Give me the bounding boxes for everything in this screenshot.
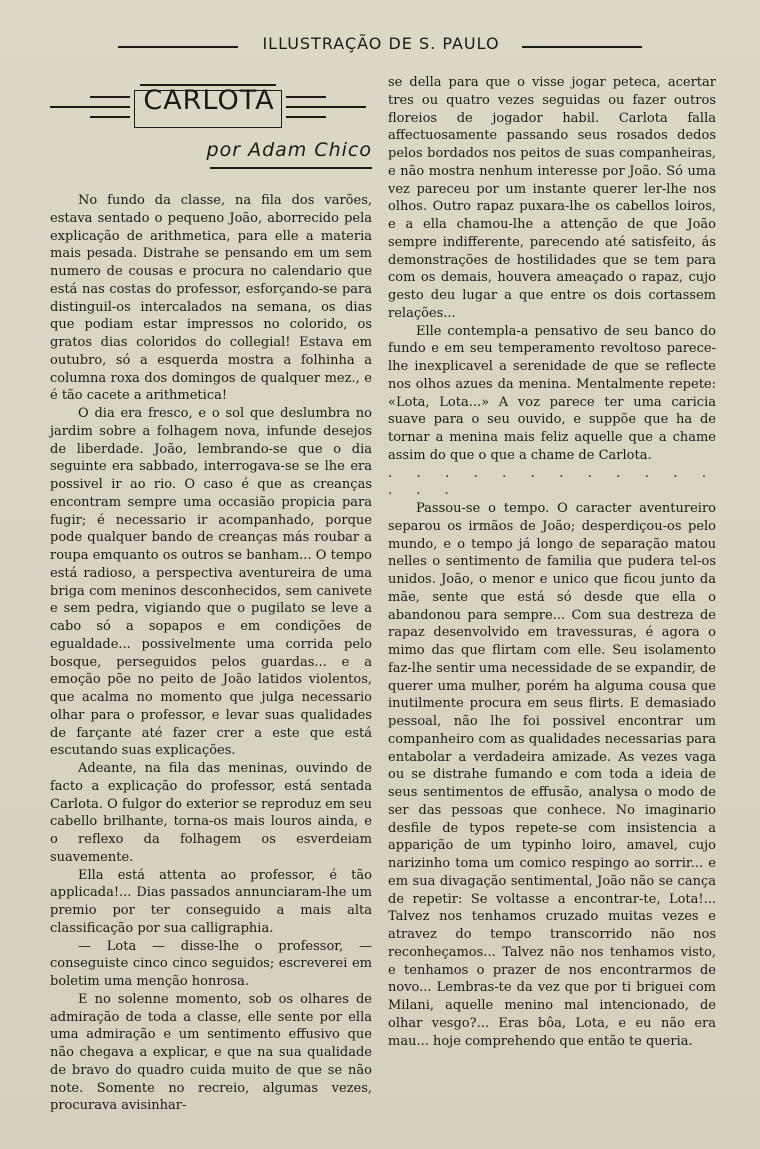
header-rule-right — [522, 46, 642, 48]
title-ornament-rule — [286, 116, 326, 118]
paragraph: E no solenne momento, sob os olhares de admiração de toda a classe, elle sente por ella uma admiração e um sentimento effusivo que não chegava a explicar, e que na sua qualidade de bravo do quadro cuida muito de que se não note. Somente no recreio, algumas vezes, procurava avisinhar- — [50, 991, 372, 1114]
paragraph: se della para que o visse jogar peteca, acertar tres ou quatro vezes seguidas ou fazer outros floreios de jogador habil. Carlota falla affectuosamente passando seus rosados dedos pelos bordados nos peitos de suas companheiras, e não mostra nenhum interesse por João. Só uma vez pareceu por um instante querer ler-lhe nos olhos. Outro rapaz puxara-lhe os cabellos loiros, e a ella chamou-lhe a attenção de que João sempre indifferente, parecendo até satisfeito, ás demonstrações de hostilidades que se tem para com os demais, houvera ameaçado o rapaz, cujo gesto deu lugar a que entre os dois cortassem relações... — [388, 75, 716, 321]
left-column — [50, 74, 372, 1115]
title-ornament-rule — [50, 106, 130, 108]
section-break-dots: . . . . . . . . . . . . . . . — [388, 465, 716, 499]
article-title-block — [50, 74, 372, 192]
author-underline — [210, 167, 372, 169]
header-rule-left — [118, 46, 238, 48]
magazine-title: ILLUSTRAÇÃO DE S. PAULO — [262, 34, 500, 53]
paragraph: O dia era fresco, e o sol que deslumbra no jardim sobre a folhagem nova, infunde desejos de liberdade. João, lembrando-se que o dia seguinte era sabbado, interrogava-se se lhe era possivel ir ao rio. O caso é que as creanças encontram sempre uma occasião propicia para fugir; é necessario ir acompanhado, porque pode qualquer bando de creanças más roubar a roupa emquanto os outros se banham... O tempo está radioso, a perspectiva aventureira de uma briga com meninos desconhecidos, sem canivete e sem pedra, vigiando que o pugilato se leve a cabo só a sopapos e em condições de egualdade... possivelmente uma corrida pelo bosque, perseguidos pelos guardas... e a emoção põe no peito de João latidos violentos, que acalma no momento que julga necessario olhar para o professor, e levar suas qualidades de farçante até fazer crer a este que está escutando suas explicações. — [50, 406, 372, 759]
article-title: CARLOTA — [143, 85, 275, 116]
title-ornament-rule — [286, 106, 366, 108]
running-header — [0, 34, 760, 60]
paragraph: Ella está attenta ao professor, é tão applicada!... Dias passados annunciaram-lhe um premio por ter conseguido a mais alta classificação por sua calligraphia. — [50, 867, 372, 936]
paragraph: — Lota — disse-lhe o professor, — conseguiste cinco cinco seguidos; escreverei em boletim uma menção honrosa. — [50, 938, 372, 989]
paragraph: Passou-se o tempo. O caracter aventureiro separou os irmãos de João; desperdiçou-os pelo mundo, e o tempo já longo de separação matou nelles o sentimento de familia que pudera tel-os unidos. João, o menor e unico que ficou junto da mãe, sente que está só desde que ella o abandonou para sempre... Com sua destreza de rapaz desenvolvido em travessuras, é agora o mimo das que flirtam com elle. Seu isolamento faz-lhe sentir uma necessidade de se expandir, de querer uma mulher, porém ha alguma cousa que inutilmente procura em seus flirts. E demasiado pessoal, não lhe foi possivel encontrar um companheiro com as qualidades necessarias para entabolar a verdadeira amizade. As vezes vaga ou se distrahe fumando e com toda a ideia de seus sentimentos de effusão, analysa o modo de ser das pessoas que conhece. No imaginario desfile de typos repete-se com insistencia a apparição de um typinho loiro, amavel, cujo narizinho toma um comico respingo ao sorrir... e em sua divagação sentimental, João não se cança de repetir: Se voltasse a encontrar-te, Lota!... Talvez nos tenhamos cruzado muitas vezes e atravez do tempo transcorrido não nos reconheçamos... Talvez não nos tenhamos visto, e tenhamos o prazer de nos encontrarmos de novo... Lembras-te da vez que por ti briguei com Milani, aquelle menino mal intencionado, de olhar vesgo?... Eras bôa, Lota, e eu não era mau... hoje comprehendo que então te queria. — [388, 501, 716, 1049]
title-ornament-rule — [286, 96, 326, 98]
article-author: por Adam Chico — [206, 139, 372, 161]
paragraph: No fundo da classe, na fila dos varões, estava sentado o pequeno João, aborrecido pela explicação de arithmetica, para elle a materia mais pesada. Distrahe se pensando em um sem numero de cousas e procura no calendario que está nas costas do professor, esforçando-se para distinguil-os intercalados na semana, os dias que podiam estar impressos no colorido, os gratos dias coloridos do collegial! Estava em outubro, só a esquerda mostra a folhinha a columna roxa dos domingos de qualquer mez., e é tão cacete a arithmetica! — [50, 193, 372, 404]
title-ornament-rule — [90, 116, 130, 118]
right-column — [388, 74, 716, 1050]
title-ornament-rule — [90, 96, 130, 98]
paragraph: Elle contempla-a pensativo de seu banco do fundo e em seu temperamento revoltoso parece-lhe inexplicavel a serenidade de que se reflecte nos olhos azues da menina. Mentalmente repete: «Lota, Lota...» A voz parece ter uma caricia suave para o seu ouvido, e suppõe que ha de tornar a menina mais feliz aquelle que a chame assim do que o que a chame de Carlota. — [388, 323, 716, 463]
paragraph: Adeante, na fila das meninas, ouvindo de facto a explicação do professor, está sentada Carlota. O fulgor do exterior se reproduz em seu cabello brilhante, torna-os mais louros ainda, e o reflexo da folhagem os esverdeiam suavemente. — [50, 761, 372, 865]
